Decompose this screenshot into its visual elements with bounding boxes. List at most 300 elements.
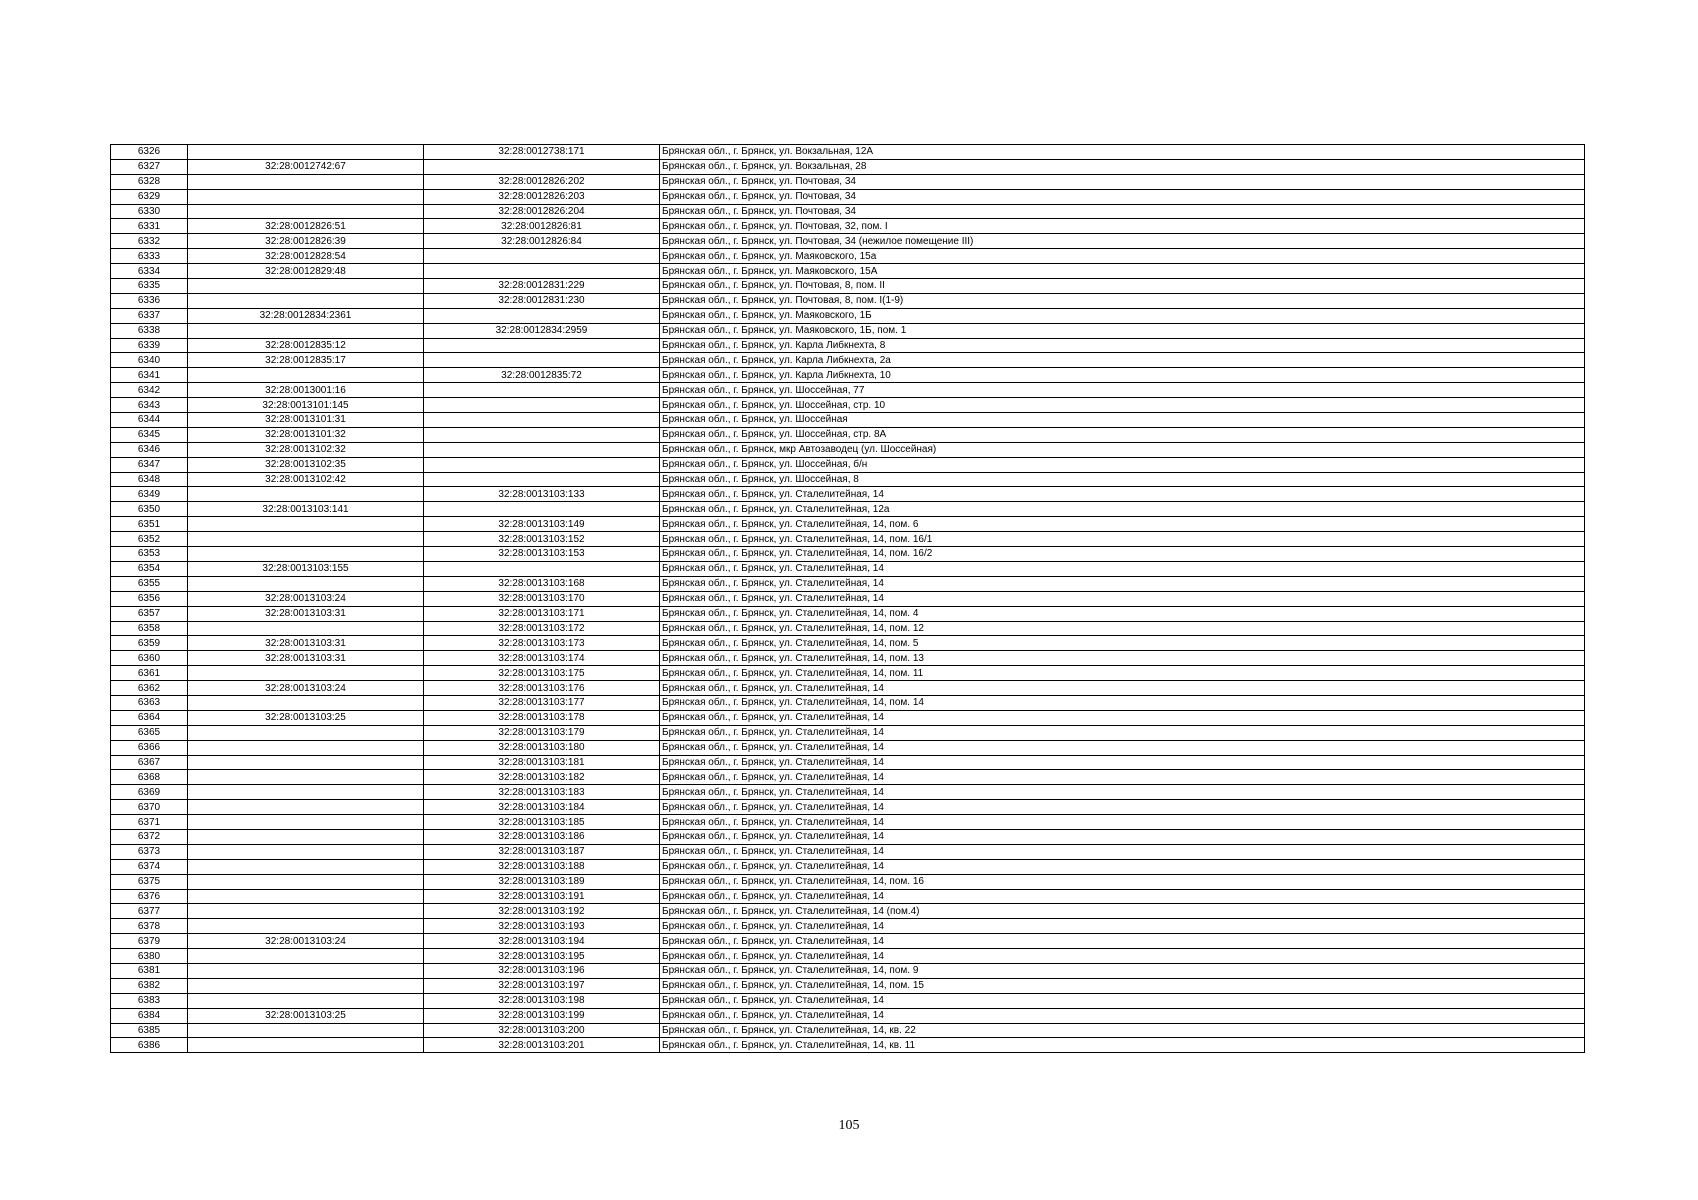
cadastral-number-building-cell: 32:28:0013103:188 <box>424 859 660 874</box>
table-row <box>111 427 1585 442</box>
cadastral-number-building-cell: 32:28:0013103:181 <box>424 755 660 770</box>
row-number-cell: 6339 <box>111 338 188 353</box>
cadastral-number-building-cell: 32:28:0013103:172 <box>424 621 660 636</box>
cadastral-number-land-cell: 32:28:0013103:141 <box>188 502 424 517</box>
row-number-cell: 6336 <box>111 293 188 308</box>
cadastral-number-land-cell <box>188 919 424 934</box>
table-row <box>111 755 1585 770</box>
cadastral-number-building-cell: 32:28:0013103:196 <box>424 963 660 978</box>
address-cell: Брянская обл., г. Брянск, ул. Сталелитейная, 14 <box>660 770 1585 785</box>
address-cell: Брянская обл., г. Брянск, ул. Сталелитейная, 14, кв. 22 <box>660 1023 1585 1038</box>
table-row <box>111 532 1585 547</box>
cadastral-number-land-cell: 32:28:0013102:32 <box>188 442 424 457</box>
table-row <box>111 963 1585 978</box>
table-row <box>111 1023 1585 1038</box>
address-cell: Брянская обл., г. Брянск, ул. Сталелитейная, 14 <box>660 800 1585 815</box>
address-cell: Брянская обл., г. Брянск, ул. Почтовая, 8, пом. I(1-9) <box>660 293 1585 308</box>
table-row <box>111 859 1585 874</box>
address-cell: Брянская обл., г. Брянск, ул. Сталелитейная, 14, пом. 16 <box>660 874 1585 889</box>
cadastral-number-land-cell: 32:28:0013103:25 <box>188 1008 424 1023</box>
address-cell: Брянская обл., г. Брянск, ул. Маяковского, 1Б <box>660 308 1585 323</box>
cadastral-number-land-cell: 32:28:0013102:42 <box>188 472 424 487</box>
cadastral-number-building-cell <box>424 383 660 398</box>
row-number-cell: 6346 <box>111 442 188 457</box>
row-number-cell: 6374 <box>111 859 188 874</box>
cadastral-number-building-cell: 32:28:0012834:2959 <box>424 323 660 338</box>
row-number-cell: 6329 <box>111 189 188 204</box>
cadastral-number-land-cell <box>188 889 424 904</box>
table-row <box>111 695 1585 710</box>
row-number-cell: 6331 <box>111 219 188 234</box>
table-row <box>111 398 1585 413</box>
row-number-cell: 6344 <box>111 413 188 428</box>
row-number-cell: 6376 <box>111 889 188 904</box>
cadastral-number-building-cell: 32:28:0012826:202 <box>424 174 660 189</box>
row-number-cell: 6338 <box>111 323 188 338</box>
cadastral-number-land-cell <box>188 949 424 964</box>
address-cell: Брянская обл., г. Брянск, ул. Сталелитейная, 14 <box>660 785 1585 800</box>
cadastral-number-building-cell: 32:28:0013103:149 <box>424 517 660 532</box>
table-row <box>111 517 1585 532</box>
address-cell: Брянская обл., г. Брянск, ул. Сталелитейная, 14 <box>660 1008 1585 1023</box>
cadastral-number-land-cell <box>188 859 424 874</box>
address-cell: Брянская обл., г. Брянск, ул. Вокзальная, 12А <box>660 145 1585 160</box>
row-number-cell: 6337 <box>111 308 188 323</box>
cadastral-number-building-cell: 32:28:0013103:197 <box>424 978 660 993</box>
cadastral-number-land-cell <box>188 815 424 830</box>
cadastral-number-land-cell: 32:28:0012829:48 <box>188 264 424 279</box>
address-cell: Брянская обл., г. Брянск, ул. Шоссейная, б/н <box>660 457 1585 472</box>
table-row <box>111 264 1585 279</box>
table-row <box>111 829 1585 844</box>
table-row <box>111 606 1585 621</box>
address-cell: Брянская обл., г. Брянск, ул. Маяковского, 15А <box>660 264 1585 279</box>
cadastral-number-land-cell <box>188 368 424 383</box>
row-number-cell: 6332 <box>111 234 188 249</box>
table-row <box>111 487 1585 502</box>
row-number-cell: 6368 <box>111 770 188 785</box>
cadastral-number-building-cell: 32:28:0013103:191 <box>424 889 660 904</box>
row-number-cell: 6365 <box>111 725 188 740</box>
address-cell: Брянская обл., г. Брянск, ул. Сталелитейная, 14 (пом.4) <box>660 904 1585 919</box>
address-cell: Брянская обл., г. Брянск, ул. Сталелитейная, 14 <box>660 934 1585 949</box>
cadastral-number-land-cell: 32:28:0013101:31 <box>188 413 424 428</box>
address-cell: Брянская обл., г. Брянск, ул. Маяковского, 1Б, пом. 1 <box>660 323 1585 338</box>
address-cell: Брянская обл., г. Брянск, ул. Сталелитейная, 14 <box>660 949 1585 964</box>
table-row <box>111 457 1585 472</box>
cadastral-number-building-cell <box>424 427 660 442</box>
address-cell: Брянская обл., г. Брянск, ул. Сталелитейная, 14 <box>660 576 1585 591</box>
cadastral-number-land-cell: 32:28:0013103:24 <box>188 934 424 949</box>
cadastral-number-building-cell: 32:28:0013103:184 <box>424 800 660 815</box>
row-number-cell: 6330 <box>111 204 188 219</box>
address-cell: Брянская обл., г. Брянск, ул. Сталелитейная, 14, пом. 13 <box>660 651 1585 666</box>
cadastral-number-building-cell: 32:28:0012831:230 <box>424 293 660 308</box>
address-cell: Брянская обл., г. Брянск, ул. Почтовая, 34 <box>660 174 1585 189</box>
address-cell: Брянская обл., г. Брянск, ул. Сталелитейная, 12а <box>660 502 1585 517</box>
table-row <box>111 472 1585 487</box>
address-cell: Брянская обл., г. Брянск, ул. Сталелитейная, 14, пом. 9 <box>660 963 1585 978</box>
table-row <box>111 785 1585 800</box>
cadastral-number-land-cell <box>188 174 424 189</box>
address-cell: Брянская обл., г. Брянск, ул. Сталелитейная, 14, пом. 5 <box>660 636 1585 651</box>
cadastral-number-building-cell <box>424 457 660 472</box>
cadastral-number-land-cell: 32:28:0013103:25 <box>188 710 424 725</box>
table-row <box>111 323 1585 338</box>
address-cell: Брянская обл., г. Брянск, ул. Сталелитейная, 14, пом. 15 <box>660 978 1585 993</box>
table-row <box>111 368 1585 383</box>
cadastral-number-land-cell: 32:28:0013102:35 <box>188 457 424 472</box>
row-number-cell: 6335 <box>111 279 188 294</box>
row-number-cell: 6377 <box>111 904 188 919</box>
table-row <box>111 561 1585 576</box>
table-row <box>111 919 1585 934</box>
cadastral-number-land-cell <box>188 547 424 562</box>
cadastral-number-land-cell: 32:28:0013103:24 <box>188 591 424 606</box>
row-number-cell: 6383 <box>111 993 188 1008</box>
table-row <box>111 249 1585 264</box>
cadastral-number-building-cell: 32:28:0013103:133 <box>424 487 660 502</box>
row-number-cell: 6382 <box>111 978 188 993</box>
cadastral-number-land-cell: 32:28:0012834:2361 <box>188 308 424 323</box>
cadastral-number-land-cell: 32:28:0013103:24 <box>188 681 424 696</box>
table-row <box>111 383 1585 398</box>
address-cell: Брянская обл., г. Брянск, ул. Сталелитейная, 14 <box>660 919 1585 934</box>
row-number-cell: 6342 <box>111 383 188 398</box>
table-row <box>111 889 1585 904</box>
row-number-cell: 6384 <box>111 1008 188 1023</box>
row-number-cell: 6375 <box>111 874 188 889</box>
row-number-cell: 6341 <box>111 368 188 383</box>
address-cell: Брянская обл., г. Брянск, ул. Сталелитейная, 14 <box>660 487 1585 502</box>
row-number-cell: 6357 <box>111 606 188 621</box>
address-cell: Брянская обл., г. Брянск, ул. Сталелитейная, 14 <box>660 561 1585 576</box>
cadastral-number-land-cell <box>188 785 424 800</box>
address-cell: Брянская обл., г. Брянск, ул. Сталелитейная, 14, пом. 16/1 <box>660 532 1585 547</box>
cadastral-number-land-cell <box>188 517 424 532</box>
row-number-cell: 6367 <box>111 755 188 770</box>
row-number-cell: 6369 <box>111 785 188 800</box>
cadastral-number-building-cell: 32:28:0013103:185 <box>424 815 660 830</box>
cadastral-number-building-cell: 32:28:0013103:182 <box>424 770 660 785</box>
cadastral-number-land-cell <box>188 204 424 219</box>
cadastral-number-land-cell <box>188 904 424 919</box>
row-number-cell: 6350 <box>111 502 188 517</box>
cadastral-number-land-cell <box>188 666 424 681</box>
cadastral-number-building-cell: 32:28:0013103:186 <box>424 829 660 844</box>
cadastral-number-land-cell <box>188 874 424 889</box>
table-row <box>111 293 1585 308</box>
table-row <box>111 442 1585 457</box>
cadastral-number-building-cell: 32:28:0013103:200 <box>424 1023 660 1038</box>
row-number-cell: 6359 <box>111 636 188 651</box>
cadastral-number-building-cell <box>424 308 660 323</box>
cadastral-number-building-cell: 32:28:0013103:187 <box>424 844 660 859</box>
row-number-cell: 6340 <box>111 353 188 368</box>
cadastral-number-building-cell: 32:28:0013103:171 <box>424 606 660 621</box>
address-cell: Брянская обл., г. Брянск, ул. Сталелитейная, 14 <box>660 815 1585 830</box>
row-number-cell: 6379 <box>111 934 188 949</box>
cadastral-number-land-cell <box>188 279 424 294</box>
table-row <box>111 502 1585 517</box>
cadastral-number-building-cell: 32:28:0012826:204 <box>424 204 660 219</box>
row-number-cell: 6362 <box>111 681 188 696</box>
address-cell: Брянская обл., г. Брянск, ул. Почтовая, 34 (нежилое помещение III) <box>660 234 1585 249</box>
address-cell: Брянская обл., г. Брянск, ул. Почтовая, 32, пом. I <box>660 219 1585 234</box>
row-number-cell: 6386 <box>111 1038 188 1053</box>
cadastral-number-building-cell: 32:28:0013103:180 <box>424 740 660 755</box>
address-cell: Брянская обл., г. Брянск, ул. Сталелитейная, 14, пом. 4 <box>660 606 1585 621</box>
cadastral-number-building-cell: 32:28:0013103:192 <box>424 904 660 919</box>
address-cell: Брянская обл., г. Брянск, ул. Вокзальная, 28 <box>660 159 1585 174</box>
row-number-cell: 6370 <box>111 800 188 815</box>
address-cell: Брянская обл., г. Брянск, ул. Сталелитейная, 14, пом. 14 <box>660 695 1585 710</box>
cadastral-number-building-cell <box>424 338 660 353</box>
cadastral-number-land-cell <box>188 993 424 1008</box>
table-row <box>111 338 1585 353</box>
cadastral-number-land-cell <box>188 145 424 160</box>
cadastral-number-land-cell <box>188 323 424 338</box>
table-row <box>111 978 1585 993</box>
cadastral-number-building-cell <box>424 249 660 264</box>
table-row <box>111 413 1585 428</box>
table-row <box>111 145 1585 160</box>
address-cell: Брянская обл., г. Брянск, ул. Шоссейная, стр. 10 <box>660 398 1585 413</box>
row-number-cell: 6347 <box>111 457 188 472</box>
cadastral-number-building-cell <box>424 413 660 428</box>
address-cell: Брянская обл., г. Брянск, ул. Карла Либкнехта, 10 <box>660 368 1585 383</box>
table-row <box>111 576 1585 591</box>
cadastral-number-building-cell: 32:28:0013103:199 <box>424 1008 660 1023</box>
cadastral-number-building-cell: 32:28:0013103:198 <box>424 993 660 1008</box>
cadastral-number-land-cell: 32:28:0012742:67 <box>188 159 424 174</box>
table-row <box>111 725 1585 740</box>
cadastral-number-building-cell: 32:28:0013103:183 <box>424 785 660 800</box>
address-cell: Брянская обл., г. Брянск, ул. Сталелитейная, 14, пом. 12 <box>660 621 1585 636</box>
address-cell: Брянская обл., г. Брянск, ул. Шоссейная, 8 <box>660 472 1585 487</box>
table-row <box>111 591 1585 606</box>
cadastral-number-building-cell <box>424 442 660 457</box>
row-number-cell: 6378 <box>111 919 188 934</box>
cadastral-number-building-cell: 32:28:0013103:174 <box>424 651 660 666</box>
table-row <box>111 174 1585 189</box>
cadastral-number-building-cell: 32:28:0012738:171 <box>424 145 660 160</box>
address-cell: Брянская обл., г. Брянск, ул. Почтовая, 8, пом. II <box>660 279 1585 294</box>
address-cell: Брянская обл., г. Брянск, ул. Сталелитейная, 14 <box>660 681 1585 696</box>
address-cell: Брянская обл., г. Брянск, ул. Сталелитейная, 14 <box>660 591 1585 606</box>
table-row <box>111 934 1585 949</box>
cadastral-number-building-cell: 32:28:0012831:229 <box>424 279 660 294</box>
cadastral-number-land-cell <box>188 576 424 591</box>
table-row <box>111 204 1585 219</box>
cadastral-number-land-cell <box>188 844 424 859</box>
cadastral-number-land-cell: 32:28:0012826:39 <box>188 234 424 249</box>
cadastral-number-land-cell: 32:28:0013103:31 <box>188 606 424 621</box>
row-number-cell: 6348 <box>111 472 188 487</box>
cadastral-number-land-cell: 32:28:0013101:32 <box>188 427 424 442</box>
cadastral-number-building-cell: 32:28:0013103:175 <box>424 666 660 681</box>
row-number-cell: 6334 <box>111 264 188 279</box>
address-cell: Брянская обл., г. Брянск, ул. Сталелитейная, 14, пом. 6 <box>660 517 1585 532</box>
cadastral-number-building-cell <box>424 561 660 576</box>
cadastral-number-land-cell <box>188 293 424 308</box>
cadastral-number-building-cell: 32:28:0013103:153 <box>424 547 660 562</box>
row-number-cell: 6372 <box>111 829 188 844</box>
row-number-cell: 6326 <box>111 145 188 160</box>
table-row <box>111 904 1585 919</box>
cadastral-number-land-cell <box>188 1023 424 1038</box>
cadastral-number-building-cell <box>424 353 660 368</box>
table-row <box>111 949 1585 964</box>
row-number-cell: 6351 <box>111 517 188 532</box>
address-cell: Брянская обл., г. Брянск, ул. Сталелитейная, 14 <box>660 710 1585 725</box>
row-number-cell: 6363 <box>111 695 188 710</box>
table-row <box>111 770 1585 785</box>
table-row <box>111 800 1585 815</box>
table-row <box>111 1008 1585 1023</box>
table-row <box>111 681 1585 696</box>
cadastral-number-building-cell: 32:28:0013103:177 <box>424 695 660 710</box>
address-cell: Брянская обл., г. Брянск, ул. Шоссейная, стр. 8А <box>660 427 1585 442</box>
cadastral-number-land-cell: 32:28:0013103:31 <box>188 651 424 666</box>
row-number-cell: 6380 <box>111 949 188 964</box>
table-row <box>111 844 1585 859</box>
address-cell: Брянская обл., г. Брянск, ул. Сталелитейная, 14 <box>660 829 1585 844</box>
cadastral-number-land-cell <box>188 740 424 755</box>
table-row <box>111 666 1585 681</box>
table-row <box>111 740 1585 755</box>
address-cell: Брянская обл., г. Брянск, ул. Сталелитейная, 14 <box>660 844 1585 859</box>
table-row <box>111 874 1585 889</box>
address-cell: Брянская обл., г. Брянск, ул. Сталелитейная, 14, кв. 11 <box>660 1038 1585 1053</box>
cadastral-number-land-cell <box>188 755 424 770</box>
row-number-cell: 6385 <box>111 1023 188 1038</box>
address-cell: Брянская обл., г. Брянск, ул. Сталелитейная, 14 <box>660 740 1585 755</box>
cadastral-number-building-cell: 32:28:0012835:72 <box>424 368 660 383</box>
cadastral-number-land-cell <box>188 1038 424 1053</box>
cadastral-number-land-cell: 32:28:0012828:54 <box>188 249 424 264</box>
cadastral-number-land-cell <box>188 532 424 547</box>
address-cell: Брянская обл., г. Брянск, ул. Сталелитейная, 14, пом. 16/2 <box>660 547 1585 562</box>
cadastral-number-building-cell: 32:28:0013103:178 <box>424 710 660 725</box>
cadastral-number-building-cell: 32:28:0013103:170 <box>424 591 660 606</box>
address-cell: Брянская обл., г. Брянск, ул. Сталелитейная, 14 <box>660 755 1585 770</box>
cadastral-number-building-cell: 32:28:0013103:201 <box>424 1038 660 1053</box>
row-number-cell: 6366 <box>111 740 188 755</box>
address-cell: Брянская обл., г. Брянск, ул. Почтовая, 34 <box>660 204 1585 219</box>
registry-table-body <box>111 145 1585 1053</box>
table-row <box>111 815 1585 830</box>
cadastral-number-building-cell: 32:28:0013103:189 <box>424 874 660 889</box>
row-number-cell: 6371 <box>111 815 188 830</box>
cadastral-number-land-cell: 32:28:0012835:12 <box>188 338 424 353</box>
cadastral-number-building-cell <box>424 472 660 487</box>
cadastral-number-land-cell <box>188 978 424 993</box>
address-cell: Брянская обл., г. Брянск, ул. Сталелитейная, 14 <box>660 725 1585 740</box>
table-row <box>111 219 1585 234</box>
cadastral-number-building-cell: 32:28:0012826:81 <box>424 219 660 234</box>
row-number-cell: 6352 <box>111 532 188 547</box>
row-number-cell: 6354 <box>111 561 188 576</box>
table-row <box>111 710 1585 725</box>
table-row <box>111 651 1585 666</box>
address-cell: Брянская обл., г. Брянск, ул. Сталелитейная, 14, пом. 11 <box>660 666 1585 681</box>
table-row <box>111 189 1585 204</box>
address-cell: Брянская обл., г. Брянск, ул. Сталелитейная, 14 <box>660 859 1585 874</box>
row-number-cell: 6327 <box>111 159 188 174</box>
table-row <box>111 993 1585 1008</box>
cadastral-number-building-cell: 32:28:0013103:193 <box>424 919 660 934</box>
table-row <box>111 279 1585 294</box>
address-cell: Брянская обл., г. Брянск, ул. Сталелитейная, 14 <box>660 993 1585 1008</box>
address-cell: Брянская обл., г. Брянск, ул. Почтовая, 34 <box>660 189 1585 204</box>
cadastral-number-building-cell: 32:28:0013103:176 <box>424 681 660 696</box>
cadastral-number-building-cell <box>424 502 660 517</box>
row-number-cell: 6360 <box>111 651 188 666</box>
cadastral-number-land-cell <box>188 189 424 204</box>
row-number-cell: 6361 <box>111 666 188 681</box>
cadastral-number-land-cell <box>188 829 424 844</box>
registry-table <box>110 144 1585 1053</box>
cadastral-number-building-cell: 32:28:0013103:168 <box>424 576 660 591</box>
address-cell: Брянская обл., г. Брянск, ул. Шоссейная, 77 <box>660 383 1585 398</box>
cadastral-number-land-cell: 32:28:0013101:145 <box>188 398 424 413</box>
address-cell: Брянская обл., г. Брянск, ул. Карла Либкнехта, 2а <box>660 353 1585 368</box>
table-row <box>111 234 1585 249</box>
row-number-cell: 6373 <box>111 844 188 859</box>
cadastral-number-building-cell: 32:28:0012826:84 <box>424 234 660 249</box>
row-number-cell: 6355 <box>111 576 188 591</box>
row-number-cell: 6364 <box>111 710 188 725</box>
cadastral-number-land-cell: 32:28:0013001:16 <box>188 383 424 398</box>
table-row <box>111 353 1585 368</box>
cadastral-number-land-cell: 32:28:0012835:17 <box>188 353 424 368</box>
cadastral-number-building-cell: 32:28:0013103:173 <box>424 636 660 651</box>
row-number-cell: 6328 <box>111 174 188 189</box>
cadastral-number-building-cell <box>424 159 660 174</box>
cadastral-number-land-cell <box>188 487 424 502</box>
cadastral-number-building-cell: 32:28:0013103:194 <box>424 934 660 949</box>
cadastral-number-land-cell <box>188 800 424 815</box>
row-number-cell: 6349 <box>111 487 188 502</box>
row-number-cell: 6333 <box>111 249 188 264</box>
cadastral-number-land-cell <box>188 695 424 710</box>
row-number-cell: 6358 <box>111 621 188 636</box>
cadastral-number-land-cell <box>188 963 424 978</box>
address-cell: Брянская обл., г. Брянск, ул. Шоссейная <box>660 413 1585 428</box>
table-row <box>111 308 1585 323</box>
cadastral-number-building-cell <box>424 264 660 279</box>
cadastral-number-land-cell: 32:28:0013103:155 <box>188 561 424 576</box>
page-number: 105 <box>838 1118 860 1133</box>
cadastral-number-land-cell <box>188 725 424 740</box>
table-row <box>111 547 1585 562</box>
row-number-cell: 6343 <box>111 398 188 413</box>
row-number-cell: 6353 <box>111 547 188 562</box>
cadastral-number-land-cell <box>188 621 424 636</box>
address-cell: Брянская обл., г. Брянск, ул. Сталелитейная, 14 <box>660 889 1585 904</box>
address-cell: Брянская обл., г. Брянск, ул. Маяковского, 15а <box>660 249 1585 264</box>
cadastral-number-land-cell <box>188 770 424 785</box>
cadastral-number-land-cell: 32:28:0013103:31 <box>188 636 424 651</box>
row-number-cell: 6356 <box>111 591 188 606</box>
table-row <box>111 636 1585 651</box>
table-row <box>111 1038 1585 1053</box>
cadastral-number-land-cell: 32:28:0012826:51 <box>188 219 424 234</box>
cadastral-number-building-cell <box>424 398 660 413</box>
table-row <box>111 159 1585 174</box>
cadastral-number-building-cell: 32:28:0013103:179 <box>424 725 660 740</box>
